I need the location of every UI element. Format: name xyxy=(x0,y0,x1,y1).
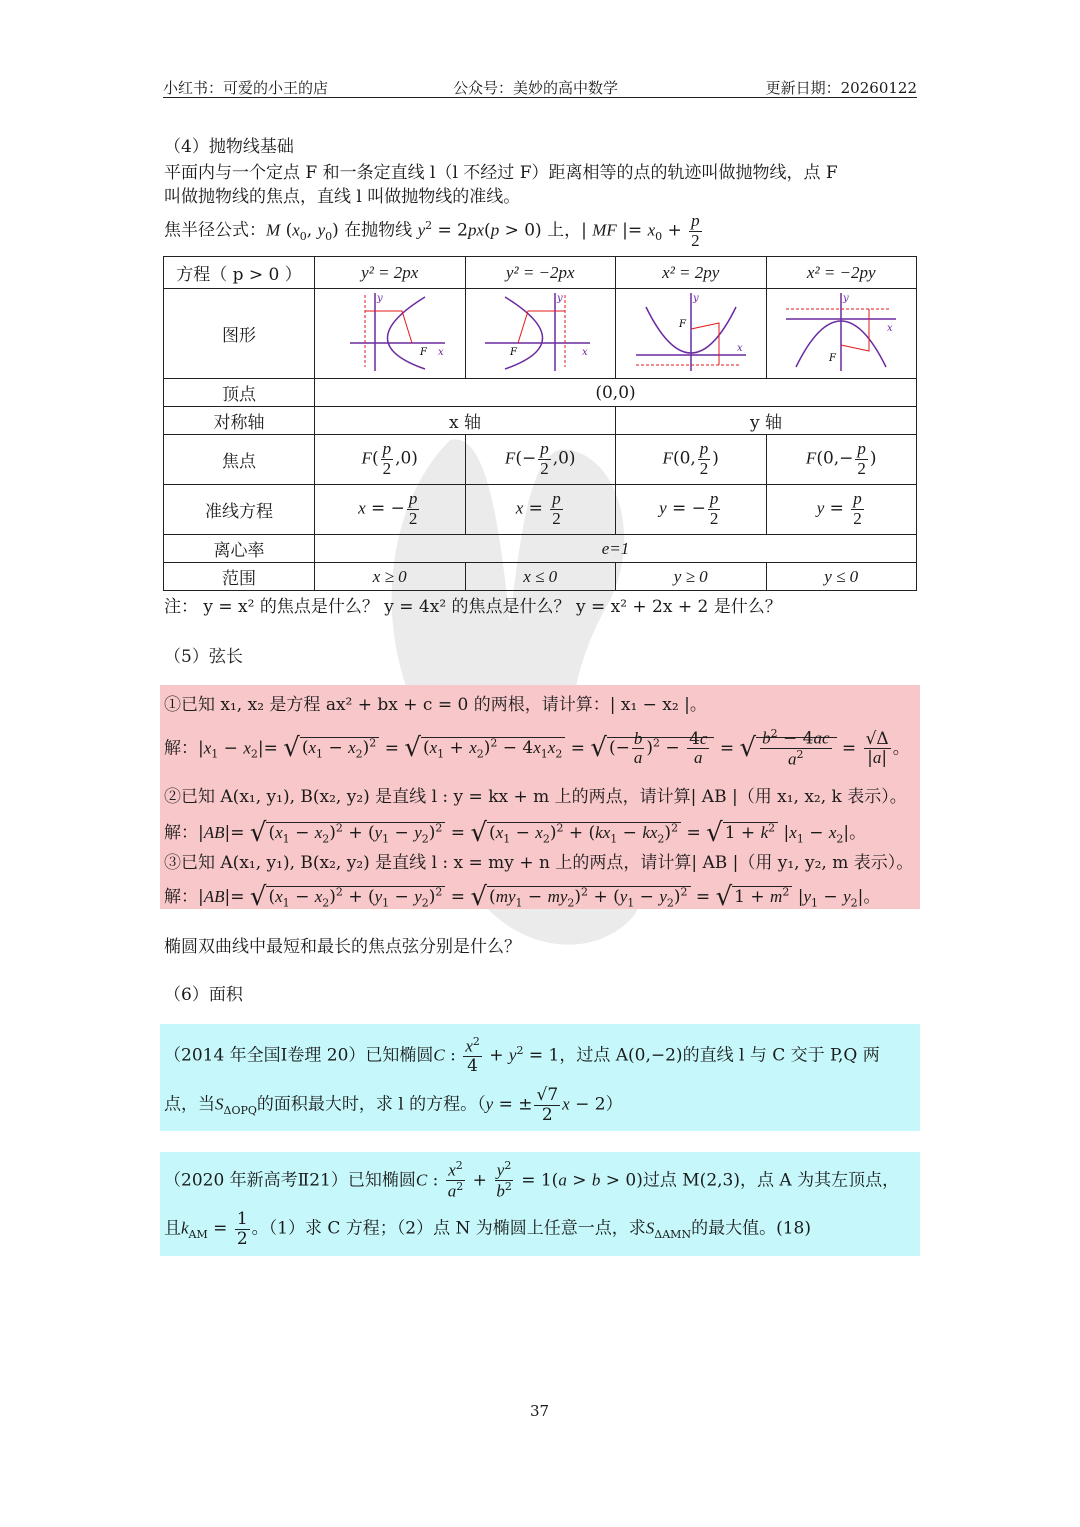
problem-2020-line-1: （2020 年新高考Ⅱ21）已知椭圆C : $\frac{x^2}{a^2}$ + $\frac{y^2}{b^2}$ = 1(a > b > 0)过点 M(2,3)，点 A 为其左顶点， xyxy=(164,1159,900,1201)
focal-radius-formula: 焦半径公式：M ($x_0$, $y_0$) 在抛物线 $y^2 = 2px(p > 0)$ 上，| MF |= $x_0$ + $\frac{p}{2}$ xyxy=(164,211,700,250)
axis-x: x 轴 xyxy=(315,407,616,435)
range-2: x ≤ 0 xyxy=(465,563,616,591)
row-equation xyxy=(164,257,917,289)
row-vertex xyxy=(164,379,917,407)
graph-x-label: x xyxy=(437,347,444,358)
focus-2: F(− $\frac{p}{2}$ ,0) xyxy=(465,435,616,485)
focal-mid1: 在抛物线 xyxy=(338,220,418,241)
definition-line-1: 平面内与一个定点 F 和一条定直线 l（l 不经过 F）距离相等的点的轨迹叫做抛物线，点 F xyxy=(164,163,838,183)
graph-y-label: y xyxy=(376,293,383,304)
row-graph xyxy=(164,289,917,379)
focal-mid2: 上， xyxy=(541,220,582,241)
parabola-left-graph xyxy=(480,289,600,373)
problem-2020-line-2: 且$k_{AM}$ = $\frac{1}{2}$ 。（1）求 C 方程；（2）点 N 为椭圆上任意一点，求$S_{\Delta AMN}$的最大值。(18) xyxy=(164,1209,811,1249)
p2-text-d: 。（1）求 C 方程；（2）点 N 为椭圆上任意一点，求 xyxy=(251,1218,646,1239)
graph-x-label-4: x xyxy=(887,323,893,334)
problem-2014-line-1: （2014 年全国Ⅰ卷理 20）已知椭圆C : $\frac{x^2}{4}$ + $y^2 = 1$，过点 A(0,−2)的直线 l 与 C 交于 P,Q 两 xyxy=(164,1035,880,1077)
graph-f-label: F xyxy=(419,347,427,358)
directrix-3: y = − $\frac{p}{2}$ xyxy=(616,485,767,535)
graph-f-label-2: F xyxy=(510,347,518,358)
answer-3: 解：|AB|= √ $(x_1 - x_2)^2 + (y_1 - y_2)^2$ = √ $(my_1 - my_2)^2 + (y_1 - y_2)^2$ = √ $1 + m^2$ $|y_1 - y_2|$。 xyxy=(164,882,881,912)
graph-right xyxy=(315,289,466,379)
question-3: ③已知 A(x₁, y₁), B(x₂, y₂) 是直线 l : x = my + n 上的两点，请计算| AB |（用 y₁, y₂, m 表示）。 xyxy=(164,853,914,873)
header-left: 小红书：可爱的小王的店 xyxy=(163,79,329,97)
p2-text-e: 的最大值。(18) xyxy=(691,1218,811,1239)
focus-3: F(0, $\frac{p}{2}$ ) xyxy=(616,435,767,485)
graph-y-label-4: y xyxy=(843,293,849,304)
label-axis: 对称轴 xyxy=(164,407,315,435)
header-center: 公众号：美妙的高中数学 xyxy=(453,79,619,97)
graph-f-label-3: F xyxy=(678,319,686,330)
question-2: ②已知 A(x₁, y₁), B(x₂, y₂) 是直线 l : y = kx + m 上的两点，请计算| AB |（用 x₁, x₂, k 表示）。 xyxy=(164,787,907,807)
answer-1: 解：$|x_1 - x_2|=$ √ $(x_1 - x_2)^2$ = √ $(x_1 + x_2)^2 - 4x_1x_2$ = √ (− $\frac{b}{a}$ )$^2$ − $\frac{4c}{a}$ = √ $\frac{b^2 - 4ac}{a^2}$ = $\frac{√\Delta}{|a|}$ 。 xyxy=(164,727,910,769)
directrix-4: y = $\frac{p}{2}$ xyxy=(766,485,917,535)
label-focus: 焦点 xyxy=(164,435,315,485)
graph-y-label-2: y xyxy=(557,293,563,304)
answer-2: 解：|AB|= √ $(x_1 - x_2)^2 + (y_1 - y_2)^2$ = √ $(x_1 - x_2)^2 + (kx_1 - kx_2)^2$ = √ $1 + k^2$ $|x_1 - x_2|$。 xyxy=(164,818,867,848)
directrix-2: x = $\frac{p}{2}$ xyxy=(465,485,616,535)
axis-y: y 轴 xyxy=(616,407,917,435)
directrix-1: x = − $\frac{p}{2}$ xyxy=(315,485,466,535)
p2-text-a: （2020 年新高考Ⅱ21）已知椭圆 xyxy=(164,1170,416,1191)
graph-left xyxy=(465,289,616,379)
eq-4: x² = −2py xyxy=(766,257,917,289)
eq-2: y² = −2px xyxy=(465,257,616,289)
parabola-down-graph xyxy=(781,289,901,373)
label-vertex: 顶点 xyxy=(164,379,315,407)
p2-text-b: 过点 M(2,3)，点 A 为其左顶点， xyxy=(642,1170,900,1191)
range-3: y ≥ 0 xyxy=(616,563,767,591)
page-header xyxy=(163,75,917,98)
note-line: 注： y = x² 的焦点是什么？ y = 4x² 的焦点是什么？ y = x² + 2x + 2 是什么？ xyxy=(164,597,782,617)
page-number: 37 xyxy=(530,1402,550,1420)
graph-f-label-4: F xyxy=(829,353,837,364)
range-4: y ≤ 0 xyxy=(766,563,917,591)
eq-3: x² = 2py xyxy=(616,257,767,289)
section6-title: （6）面积 xyxy=(164,985,243,1005)
header-right: 更新日期：20260122 xyxy=(765,79,917,97)
graph-down xyxy=(766,289,917,379)
p1-text-c: 点，当 xyxy=(164,1094,215,1115)
focus-1: F( $\frac{p}{2}$ ,0) xyxy=(315,435,466,485)
section5-title: （5）弦长 xyxy=(164,647,243,667)
graph-x-label-3: x xyxy=(736,343,743,354)
parabola-table xyxy=(163,256,917,591)
definition-line-2: 叫做抛物线的焦点，直线 l 叫做抛物线的准线。 xyxy=(164,187,521,207)
row-directrix xyxy=(164,485,917,535)
eccentricity-value: e=1 xyxy=(315,535,917,563)
problem-2014-line-2: 点，当$S_{\Delta OPQ}$的面积最大时，求 l 的方程。（y = ± $\frac{√7}{2}$ x − 2） xyxy=(164,1085,623,1125)
row-axis xyxy=(164,407,917,435)
graph-x-label-2: x xyxy=(582,347,588,358)
vertex-value: (0,0) xyxy=(315,379,917,407)
range-1: x ≥ 0 xyxy=(315,563,466,591)
eq-1: y² = 2px xyxy=(315,257,466,289)
section4-title: （4）抛物线基础 xyxy=(164,137,294,157)
row-eccentricity xyxy=(164,535,917,563)
label-directrix: 准线方程 xyxy=(164,485,315,535)
answer-1-prefix: 解： xyxy=(164,738,198,759)
parabola-right-graph xyxy=(330,289,450,373)
row-range xyxy=(164,563,917,591)
label-eccentricity: 离心率 xyxy=(164,535,315,563)
focus-4: F(0,− $\frac{p}{2}$ ) xyxy=(766,435,917,485)
label-graph: 图形 xyxy=(164,289,315,379)
focal-prefix: 焦半径公式： xyxy=(164,220,266,241)
p1-text-e: ） xyxy=(605,1094,623,1115)
p1-text-a: （2014 年全国Ⅰ卷理 20）已知椭圆 xyxy=(164,1045,434,1066)
row-focus xyxy=(164,435,917,485)
label-equation: 方程（ p > 0 ） xyxy=(164,257,315,289)
label-range: 范围 xyxy=(164,563,315,591)
p1-text-b: ，过点 A(0,−2)的直线 l 与 C 交于 P,Q 两 xyxy=(559,1045,880,1066)
answer-2-prefix: 解： xyxy=(164,823,198,843)
focal-chord-question: 椭圆双曲线中最短和最长的焦点弦分别是什么？ xyxy=(164,937,521,957)
p2-text-c: 且 xyxy=(164,1218,181,1239)
parabola-up-graph xyxy=(631,289,751,373)
graph-up xyxy=(616,289,767,379)
p1-text-d: 的面积最大时，求 l 的方程。（ xyxy=(256,1094,486,1115)
graph-y-label-3: y xyxy=(692,293,699,304)
answer-3-prefix: 解： xyxy=(164,887,198,907)
question-1: ①已知 x₁, x₂ 是方程 ax² + bx + c = 0 的两根，请计算：| x₁ − x₂ |。 xyxy=(164,695,707,715)
